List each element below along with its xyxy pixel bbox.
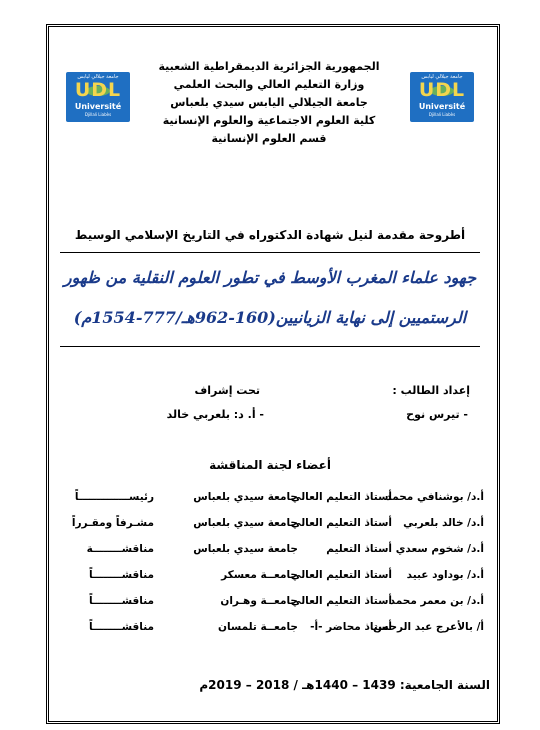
member-university: جامعــة وهـران xyxy=(220,595,298,607)
member-rank: أستاذ التعليم xyxy=(326,543,392,555)
member-role: مناقشــــــــاً xyxy=(89,621,154,633)
header-department: قسم العلوم الإنسانية xyxy=(211,132,327,145)
committee-member xyxy=(62,566,484,584)
academic-year: السنة الجامعية: 1439 – 1440هـ / 2018 – 2019م xyxy=(199,678,490,692)
thesis-title-line-2: الرستميين إلى نهاية الزيانيين(160-962هـ/777-1554م) xyxy=(73,308,467,327)
member-rank: أستاذ التعليم العالي xyxy=(290,517,392,529)
member-name: أ.د/ بن معمر محمد xyxy=(389,595,484,607)
member-rank: أستاذ التعليم العالي xyxy=(290,595,392,607)
supervisor-label: تحت إشراف xyxy=(194,384,260,397)
member-university: جامعة سيدي بلعباس xyxy=(193,517,298,529)
logo-abbr: UDL xyxy=(418,79,466,101)
committee-member xyxy=(62,592,484,610)
committee-member xyxy=(62,540,484,558)
student-label: إعداد الطالب : xyxy=(392,384,470,397)
member-rank: أستاذ محاضر -أ- xyxy=(310,621,392,633)
logo-sub: Djillali Liabès xyxy=(84,112,112,117)
logo-arabic-text: جامعة جيلالي ليابس xyxy=(77,74,119,80)
logo-name: Université xyxy=(74,102,122,111)
header-university: جامعة الجيلالي اليابس سيدي بلعباس xyxy=(170,96,368,109)
university-logo-left xyxy=(66,72,130,122)
member-role: مناقشــــــــاً xyxy=(89,595,154,607)
university-logo-right xyxy=(410,72,474,122)
member-university: جامعــة معسكر xyxy=(221,569,298,581)
member-name: أ.د/ بوداود عبيد xyxy=(406,569,484,581)
logo-name: Université xyxy=(418,102,466,111)
member-name: أ/ بالأعرج عبد الرحمن xyxy=(372,621,484,633)
committee-member xyxy=(62,488,484,506)
logo-abbr: UDL xyxy=(74,79,122,101)
member-role: مناقشــــــــة xyxy=(86,543,154,555)
title-rule-top xyxy=(60,252,480,253)
header-faculty: كلية العلوم الاجتماعية والعلوم الإنسانية xyxy=(162,114,376,127)
thesis-title-line-1: جهود علماء المغرب الأوسط في تطور العلوم النقلية من ظهور xyxy=(63,268,477,287)
member-rank: أستاذ التعليم العالي xyxy=(290,569,392,581)
committee-title: أعضاء لجنة المناقشة xyxy=(209,458,331,472)
member-rank: أستاذ التعليم العالي xyxy=(290,491,392,503)
title-rule-bottom xyxy=(60,346,480,347)
member-university: جامعة سيدي بلعباس xyxy=(193,543,298,555)
member-name: أ.د/ خالد بلعربي xyxy=(403,517,484,529)
member-name: أ.د/ بوشنافي محمد xyxy=(386,491,484,503)
member-role: رئيســــــــــــــاً xyxy=(74,491,154,503)
institution-header xyxy=(132,58,406,148)
member-university: جامعة سيدي بلعباس xyxy=(193,491,298,503)
logo-arabic-text: جامعة جيلالي ليابس xyxy=(421,74,463,80)
member-university: جامعــة تلمسان xyxy=(218,621,298,633)
header-republic: الجمهورية الجزائرية الديمقراطية الشعبية xyxy=(158,60,380,73)
student-name: - تيرس نوح xyxy=(406,408,468,421)
header-ministry: وزارة التعليم العالي والبحث العلمي xyxy=(173,78,365,91)
member-role: مناقشــــــــاً xyxy=(89,569,154,581)
degree-statement: أطروحة مقدمة لنيل شهادة الدكتوراه في التاريخ الإسلامي الوسيط xyxy=(74,228,466,242)
committee-member xyxy=(62,514,484,532)
supervisor-name: - أ. د: بلعربي خالد xyxy=(166,408,264,421)
member-role: مشـرفاً ومقـرراً xyxy=(71,517,154,529)
member-name: أ.د/ شخوم سعدي xyxy=(395,543,484,555)
logo-sub: Djillali Liabès xyxy=(428,112,456,117)
committee-member xyxy=(62,618,484,636)
